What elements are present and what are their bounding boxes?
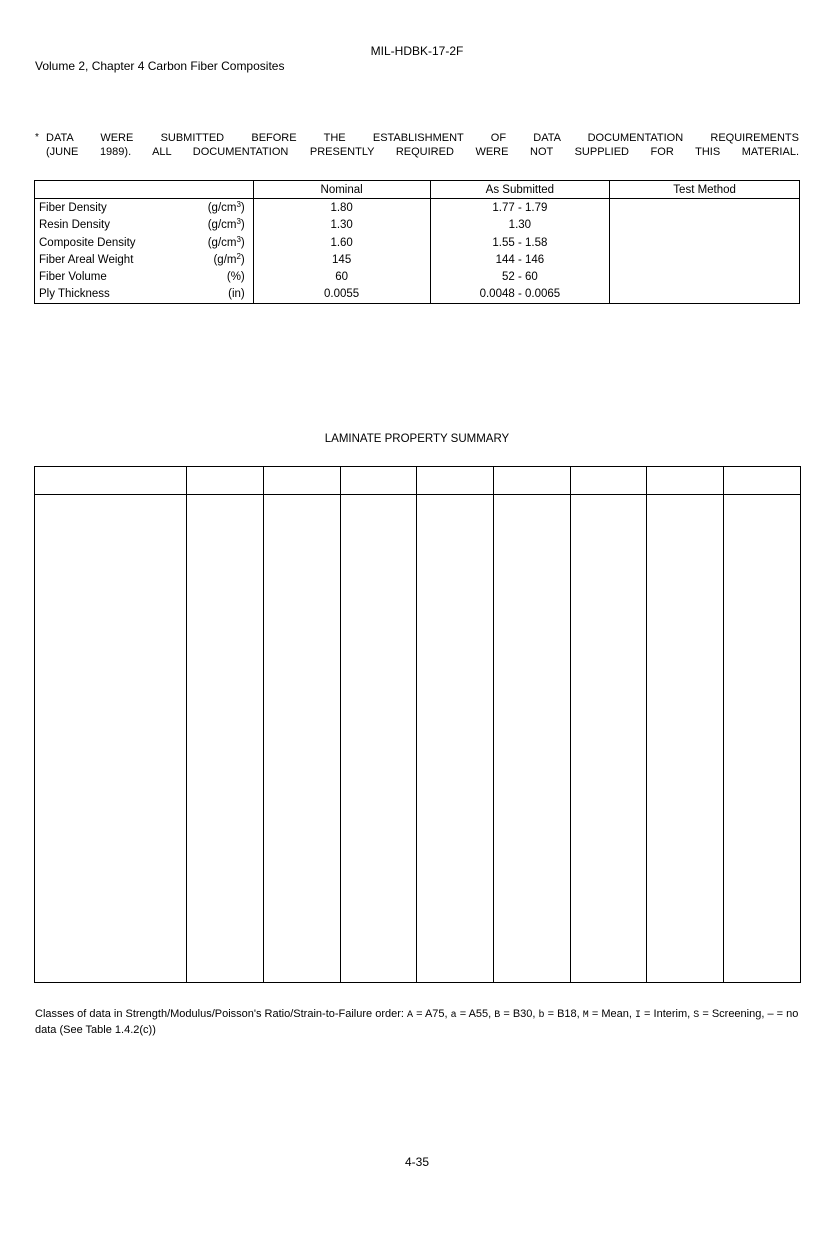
table-row xyxy=(35,234,800,251)
laminate-header-cell xyxy=(417,467,494,495)
submitted-value: 1.30 xyxy=(430,217,610,234)
laminate-header-cell xyxy=(187,467,264,495)
table-row xyxy=(35,251,800,268)
property-name: Fiber Areal Weight xyxy=(39,253,134,266)
property-unit: (in) xyxy=(184,286,253,304)
class-code: a xyxy=(450,1010,457,1021)
laminate-body-cell xyxy=(341,495,417,983)
nominal-value: 0.0055 xyxy=(253,286,430,304)
note-line-1: DATA WERE SUBMITTED BEFORE THE ESTABLISHMENT OF DATA DOCUMENTATION REQUIREMENTS xyxy=(46,132,799,144)
laminate-header-cell xyxy=(264,467,341,495)
laminate-body-cell xyxy=(724,495,801,983)
class-code: A xyxy=(407,1010,414,1021)
laminate-summary-table xyxy=(34,466,801,983)
table-row xyxy=(35,199,800,217)
note-marker: * xyxy=(35,132,39,143)
nominal-value: 60 xyxy=(253,268,430,285)
nominal-value: 1.80 xyxy=(253,199,430,217)
property-unit: (%) xyxy=(184,268,253,285)
property-unit: $(g/cm^3)$ xyxy=(184,234,253,251)
class-definition: = A75, xyxy=(413,1008,451,1020)
property-name: Fiber Density xyxy=(39,201,107,214)
nominal-value: 1.60 xyxy=(253,234,430,251)
nominal-value: 1.30 xyxy=(253,217,430,234)
test-method-value xyxy=(610,251,800,268)
class-definition: = Interim, xyxy=(640,1008,694,1020)
header-cell-blank xyxy=(35,181,254,199)
laminate-summary-title: LAMINATE PROPERTY SUMMARY xyxy=(324,433,510,445)
documentation-note xyxy=(35,131,799,159)
laminate-header-cell xyxy=(341,467,417,495)
header-test-method: Test Method xyxy=(610,181,800,199)
class-definition: = A55, xyxy=(456,1008,495,1020)
class-code: B xyxy=(494,1010,501,1021)
data-classes-note xyxy=(35,1007,800,1037)
material-properties-table xyxy=(34,180,800,304)
laminate-header-cell xyxy=(571,467,647,495)
class-code: I xyxy=(634,1010,641,1021)
test-method-value xyxy=(610,268,800,285)
property-name: Resin Density xyxy=(39,219,110,232)
class-definition: = Screening, xyxy=(699,1008,768,1020)
property-unit: $(g/cm^3)$ xyxy=(184,199,253,217)
property-unit: $(g/cm^3)$ xyxy=(184,217,253,234)
submitted-value: 144 - 146 xyxy=(430,251,610,268)
laminate-body-cell xyxy=(494,495,571,983)
test-method-value xyxy=(610,199,800,217)
table-row xyxy=(35,286,800,304)
class-code: – xyxy=(767,1008,774,1020)
chapter-title: Volume 2, Chapter 4 Carbon Fiber Composites xyxy=(35,59,285,73)
submitted-value: 0.0048 - 0.0065 xyxy=(430,286,610,304)
submitted-value: 1.55 - 1.58 xyxy=(430,234,610,251)
class-definition: = Mean, xyxy=(588,1008,635,1020)
page-number: 4-35 xyxy=(404,1155,430,1169)
laminate-header-cell xyxy=(724,467,801,495)
test-method-value xyxy=(610,217,800,234)
class-code: M xyxy=(582,1010,589,1021)
table-row xyxy=(35,217,800,234)
test-method-value xyxy=(610,286,800,304)
document-id: MIL-HDBK-17-2F xyxy=(370,44,464,58)
class-code: S xyxy=(693,1010,700,1021)
table-header-row xyxy=(35,181,800,199)
laminate-body-row xyxy=(35,495,801,983)
laminate-body-cell xyxy=(264,495,341,983)
classes-intro: Classes of data in Strength/Modulus/Poisson's Ratio/Strain-to-Failure order: xyxy=(35,1008,407,1020)
property-name: Fiber Volume xyxy=(39,271,107,284)
laminate-body-cell xyxy=(647,495,724,983)
laminate-header-cell xyxy=(494,467,571,495)
note-line-2: (JUNE 1989). ALL DOCUMENTATION PRESENTLY REQUIRED WERE NOT SUPPLIED FOR THIS MATERIAL. xyxy=(46,146,799,158)
laminate-body-cell xyxy=(187,495,264,983)
laminate-header-cell xyxy=(647,467,724,495)
nominal-value: 145 xyxy=(253,251,430,268)
class-definition: = no data (See Table 1.4.2(c)) xyxy=(35,1008,799,1036)
laminate-header-cell xyxy=(35,467,187,495)
header-as-submitted: As Submitted xyxy=(430,181,610,199)
laminate-body-cell xyxy=(417,495,494,983)
property-name: Ply Thickness xyxy=(39,288,110,301)
header-nominal: Nominal xyxy=(253,181,430,199)
laminate-body-cell xyxy=(35,495,187,983)
class-code: b xyxy=(538,1010,545,1021)
submitted-value: 1.77 - 1.79 xyxy=(430,199,610,217)
table-row xyxy=(35,268,800,285)
submitted-value: 52 - 60 xyxy=(430,268,610,285)
class-definition: = B18, xyxy=(544,1008,583,1020)
class-definition: = B30, xyxy=(500,1008,539,1020)
laminate-body-cell xyxy=(571,495,647,983)
property-name: Composite Density xyxy=(39,236,136,249)
laminate-header-row xyxy=(35,467,801,495)
test-method-value xyxy=(610,234,800,251)
property-unit: $(g/m^2)$ xyxy=(184,251,253,268)
